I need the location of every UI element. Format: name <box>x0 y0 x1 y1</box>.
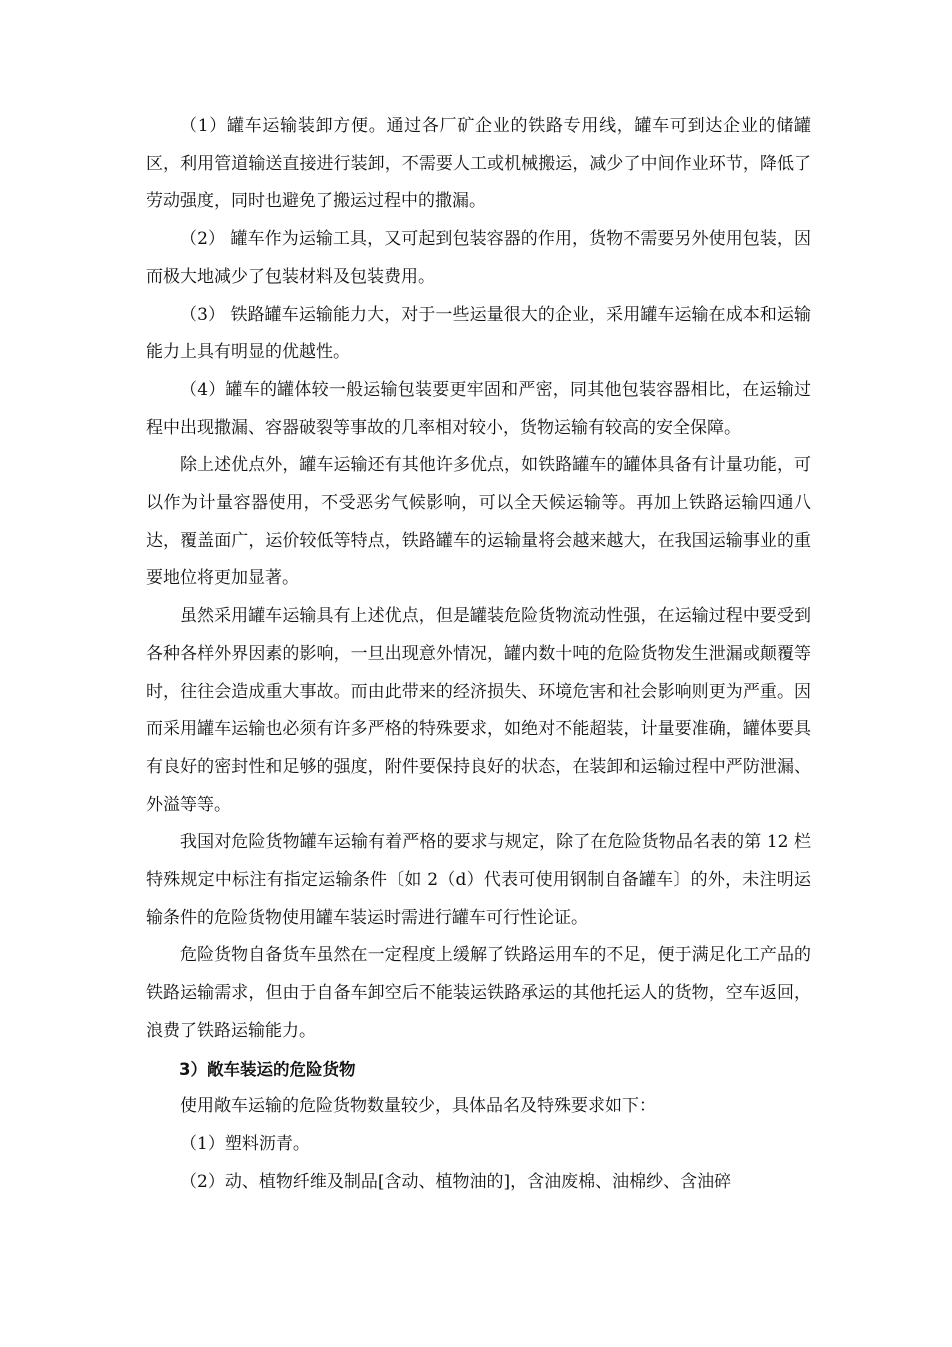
paragraph-other-advantages: 除上述优点外，罐车运输还有其他许多优点，如铁路罐车的罐体具备有计量功能，可以作为计量容器使用，不受恶劣气候影响，可以全天候运输等。再加上铁路运输四通八达，覆盖面广，运价较低等特点，铁路罐车的运输量将会越来越大，在我国运输事业的重要地位将更加显著。 <box>146 455 811 589</box>
list-item-2: （2）动、植物纤维及制品[含动、植物油的]，含油废棉、油棉纱、含油碎 <box>180 1171 732 1192</box>
paragraph-open-wagon-intro: 使用敞车运输的危险货物数量较少，具体品名及特殊要求如下： <box>180 1096 656 1117</box>
paragraph-risks: 虽然采用罐车运输具有上述优点，但是罐装危险货物流动性强，在运输过程中要受到各种各样外界因素的影响，一旦出现意外情况，罐内数十吨的危险货物发生泄漏或颠覆等时，往往会造成重大事故。而由此带来的经济损失、环境危害和社会影响则更为严重。因而采用罐车运输也必须有许多严格的特殊要求，如绝对不能超装，计量要准确，罐体要具有良好的密封性和足够的强度，附件要保持良好的状态，在装卸和运输过程中严防泄漏、外溢等等。 <box>146 606 811 815</box>
document-page <box>146 108 811 1201</box>
paragraph-advantage-4: （4）罐车的罐体较一般运输包装要更牢固和严密，同其他包装容器相比，在运输过程中出现撒漏、容器破裂等事故的几率相对较小，货物运输有较高的安全保障。 <box>146 379 811 438</box>
paragraph-regulations: 我国对危险货物罐车运输有着严格的要求与规定，除了在危险货物品名表的第 12 栏特殊规定中标注有指定运输条件〔如 2（d）代表可使用钢制自备罐车〕的外，未注明运输条件的危险货物使用罐车装运时需进行罐车可行性论证。 <box>146 832 811 928</box>
section-heading: 3）敞车装运的危险货物 <box>179 1059 356 1079</box>
paragraph-advantage-3: （3） 铁路罐车运输能力大，对于一些运量很大的企业，采用罐车运输在成本和运输能力上具有明显的优越性。 <box>146 304 811 363</box>
paragraph-advantage-1: （1）罐车运输装卸方便。通过各厂矿企业的铁路专用线，罐车可到达企业的储罐区，利用管道输送直接进行装卸，不需要人工或机械搬运，减少了中间作业环节，降低了劳动强度，同时也避免了搬运过程中的撒漏。 <box>146 116 811 212</box>
list-item-1: （1）塑料沥青。 <box>180 1133 310 1154</box>
paragraph-advantage-2: （2） 罐车作为运输工具，又可起到包装容器的作用，货物不需要另外使用包装，因而极大地减少了包装材料及包装费用。 <box>146 229 811 287</box>
paragraph-private-wagons: 危险货物自备货车虽然在一定程度上缓解了铁路运用车的不足，便于满足化工产品的铁路运输需求，但由于自备车卸空后不能装运铁路承运的其他托运人的货物，空车返回，浪费了铁路运输能力。 <box>146 945 811 1041</box>
